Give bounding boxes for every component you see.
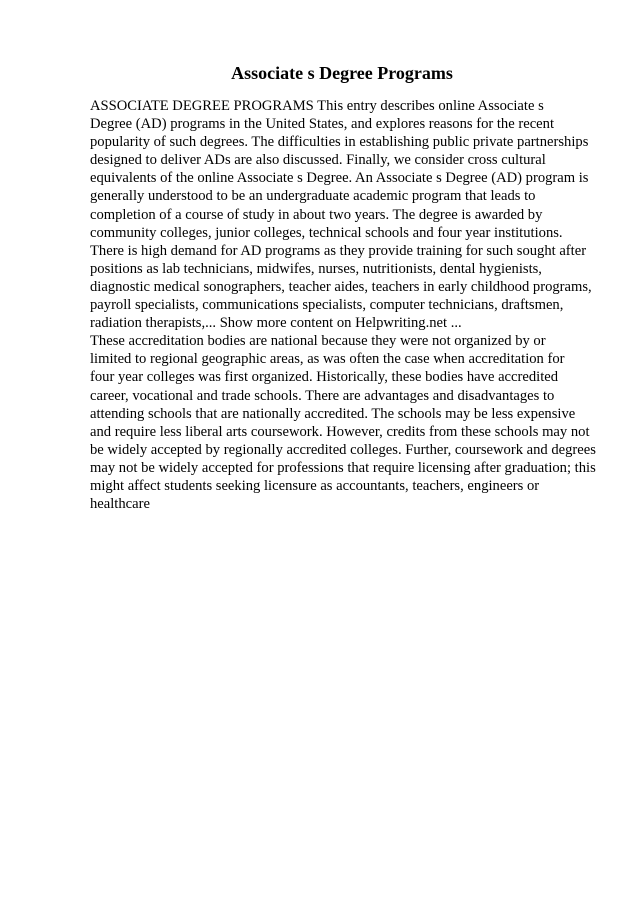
text-line: attending schools that are nationally accredited. The schools may be less expensive [90, 405, 576, 422]
text-line: community colleges, junior colleges, technical schools and four year institutions. [90, 224, 563, 241]
text-line: career, vocational and trade schools. There are advantages and disadvantages to [90, 387, 555, 404]
text-line: Degree (AD) programs in the United States, and explores reasons for the recent [90, 116, 554, 133]
text-line: limited to regional geographic areas, as was often the case when accreditation for [90, 351, 565, 368]
text-line: positions as lab technicians, midwifes, nurses, nutritionists, dental hygienists, [90, 260, 542, 277]
text-line: completion of a course of study in about two years. The degree is awarded by [90, 206, 543, 223]
text-line: healthcare [90, 496, 150, 513]
text-line: equivalents of the online Associate s Degree. An Associate s Degree (AD) program is [90, 170, 589, 187]
text-line: radiation therapists,... Show more content on Helpwriting.net ... [90, 315, 462, 332]
text-line: generally understood to be an undergraduate academic program that leads to [90, 188, 536, 205]
document-title: Associate s Degree Programs [231, 63, 453, 83]
text-line: ASSOCIATE DEGREE PROGRAMS This entry describes online Associate s [90, 98, 544, 114]
text-line: payroll specialists, communications specialists, computer technicians, draftsmen, [90, 297, 564, 314]
text-line: designed to deliver ADs are also discussed. Finally, we consider cross cultural [90, 152, 546, 169]
text-line: four year colleges was first organized. Historically, these bodies have accredited [90, 369, 559, 386]
text-line: These accreditation bodies are national because they were not organized by or [90, 333, 546, 350]
text-line: and require less liberal arts coursework. However, credits from these schools may not [90, 423, 590, 440]
text-line: be widely accepted by regionally accredited colleges. Further, coursework and degrees [90, 441, 596, 458]
text-line: There is high demand for AD programs as they provide training for such sought after [90, 242, 587, 259]
text-line: popularity of such degrees. The difficulties in establishing public private partnerships [90, 134, 589, 151]
document-body [90, 97, 596, 513]
text-line: diagnostic medical sonographers, teacher aides, teachers in early childhood programs, [90, 278, 592, 295]
text-line: may not be widely accepted for professions that require licensing after graduation; this [90, 459, 596, 476]
text-line: might affect students seeking licensure as accountants, teachers, engineers or [90, 477, 540, 494]
